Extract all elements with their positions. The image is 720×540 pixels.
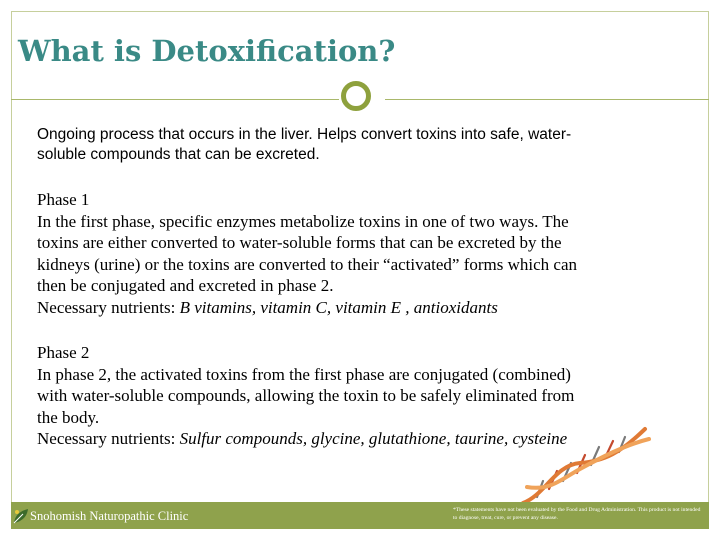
leaf-logo-icon [11,506,31,526]
phase1-text-line: toxins are either converted to water-soluble forms that can be excreted by the [37,233,562,253]
phase1-nutrients [37,297,673,319]
page-title: What is Detoxification? [18,34,396,68]
phase2-text-line: In phase 2, the activated toxins from the first phase are conjugated (combined) [37,364,571,384]
intro-line: soluble compounds that can be excreted. [37,146,320,163]
phase2-nutrients-list: Sulfur compounds, glycine, glutathione, taurine, cysteine [179,429,568,449]
nutrients-label: Necessary nutrients: [37,297,180,317]
phase1-text-line: then be conjugated and excreted in phase 2. [37,276,334,296]
footer-bar [11,502,709,529]
phase2-text-line: with water-soluble compounds, allowing the toxin to be safely eliminated from [37,386,575,406]
intro-paragraph [37,125,667,165]
footer-disclaimer: *These statements have not been evaluated by the Food and Drug Administration. This product is not intended to diagnose, treat, cure, or prevent any disease. [453,507,701,521]
phase1-text-line: In the first phase, specific enzymes metabolize toxins in one of two ways. The [37,211,569,231]
clinic-name: Snohomish Naturopathic Clinic [30,509,189,523]
phase1-heading: Phase 1 [37,190,90,209]
phase2-text-line: the body. [37,407,100,427]
ring-icon [341,81,371,111]
nutrients-label: Necessary nutrients: [37,429,180,449]
phase1-section [37,189,673,319]
phase2-heading: Phase 2 [37,343,90,362]
title-divider-left [11,99,339,100]
title-divider-right [385,99,709,100]
phase1-nutrients-list: B vitamins, vitamin C, vitamin E , antioxidants [179,297,498,317]
phase1-text-line: kidneys (urine) or the toxins are converted to their “activated” forms which can [37,254,578,274]
intro-line: Ongoing process that occurs in the liver. Helps convert toxins into safe, water- [37,126,572,143]
dna-helix-icon [505,425,655,505]
